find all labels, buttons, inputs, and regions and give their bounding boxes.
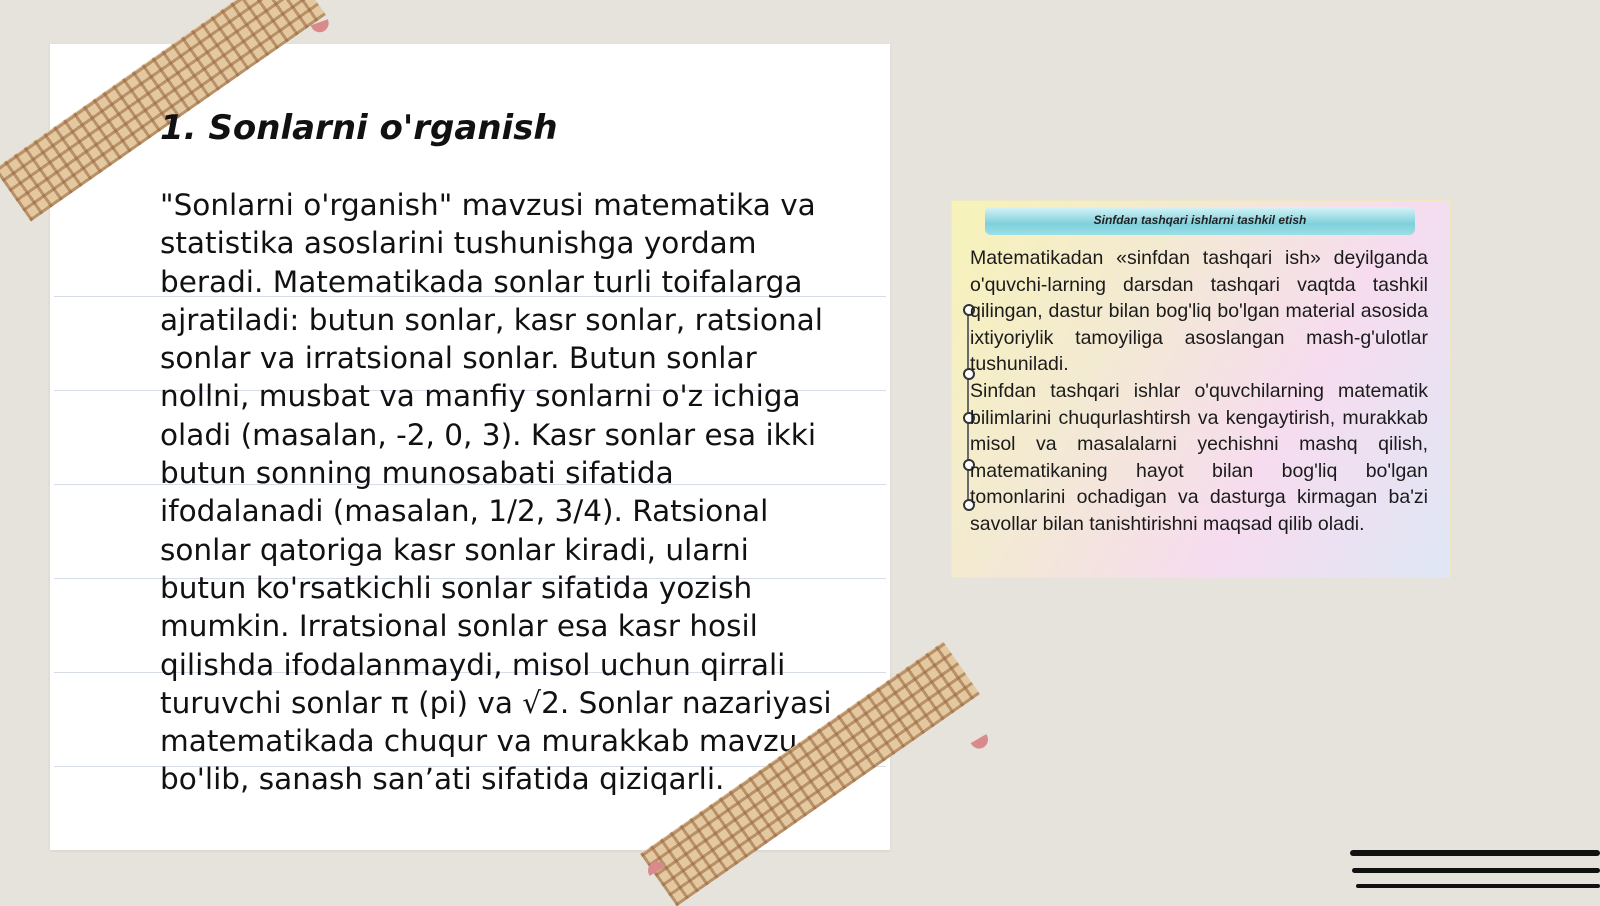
scan-header-banner: Sinfdan tashqari ishlarni tashkil etish — [985, 207, 1415, 235]
decorative-brush-stroke — [1352, 868, 1600, 873]
tape-tip-decoration — [971, 734, 992, 752]
decorative-brush-stroke — [1356, 884, 1600, 888]
decorative-brush-stroke — [1350, 850, 1600, 856]
scan-paragraph — [970, 245, 1428, 538]
slide-title: 1. Sonlarni o'rganish — [160, 108, 558, 148]
scan-paragraph-1: Matematikadan «sinfdan tashqari ish» deyilganda o'quvchi-larning darsdan tashqari vaqtda tashkil qilingan, dastur bilan bog'liq bo'lgan material asosida ixtiyoriylik tamoyiliga asoslangan mash-g'ulotlar tushuniladi. — [970, 247, 1428, 376]
scan-margin-line — [967, 309, 969, 509]
scan-paragraph-2: Sinfdan tashqari ishlar o'quvchilarning matematik bilimlarini chuqurlashtirsh va kengaytirish, murakkab misol va masalalarni yechishni mashq qilish, matematikaning hayot bilan bog'liq bo'lgan tomonlarini ochadigan va dasturga kirmagan ba'zi savollar bilan tanishtirishni maqsad qilib oladi. — [970, 379, 1428, 535]
scanned-textbook-image — [951, 200, 1451, 578]
slide-body-text: "Sonlarni o'rganish" mavzusi matematika va statistika asoslarini tushunishga yordam beradi. Matematikada sonlar turli toifalarga ajratiladi: butun sonlar, kasr sonlar, ratsional sonlar va irratsional sonlar. Butun sonlar nollni, musbat va manfiy sonlarni o'z ichiga oladi (masalan, -2, 0, 3). Kasr sonlar esa ikki butun sonning munosabati sifatida ifodalanadi (masalan, 1/2, 3/4). Ratsional sonlar qatoriga kasr sonlar kiradi, ularni butun ko'rsatkichli sonlar sifatida yozish mumkin. Irratsional sonlar esa kasr hosil qilishda ifodalanmaydi, misol uchun qirrali turuvchi sonlar π (pi) va √2. Sonlar nazariyasi matematikada chuqur va murakkab mavzu bo'lib, sanash san’ati sifatida qiziqarli. — [160, 188, 832, 797]
